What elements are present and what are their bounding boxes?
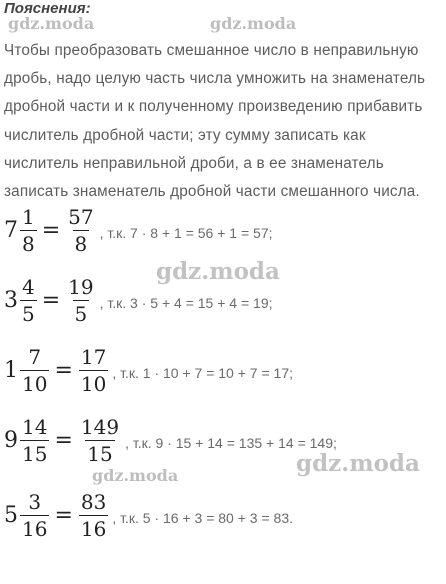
calculation-note: , т.к. 9 · 15 + 14 = 135 + 14 = 149; [125, 434, 337, 451]
equals-sign: = [41, 218, 61, 243]
watermark-top-center: gdz.moda [210, 14, 297, 33]
example-row [4, 490, 293, 541]
watermark-bottom-left: gdz.moda [92, 466, 179, 485]
fraction-numerator: 17 [80, 345, 107, 369]
watermark-top-left: gdz.moda [8, 14, 95, 33]
mixed-fraction [20, 490, 49, 541]
fraction-numerator: 83 [80, 490, 107, 514]
improper-fraction [79, 490, 108, 541]
equals-sign: = [41, 288, 61, 313]
equals-sign: = [54, 503, 73, 528]
calculation-note: , т.к. 1 · 10 + 7 = 10 + 7 = 17; [112, 364, 294, 381]
mixed-whole: 7 [4, 218, 18, 243]
explanations-heading: Пояснения: [4, 0, 91, 17]
fraction-denominator: 16 [22, 517, 48, 541]
mixed-whole: 1 [4, 358, 18, 383]
calculation-note: , т.к. 5 · 16 + 3 = 80 + 3 = 83. [112, 509, 294, 526]
watermark-middle: gdz.moda [156, 258, 280, 285]
fraction-numerator: 14 [22, 415, 48, 439]
mixed-whole: 5 [4, 503, 18, 528]
fraction-denominator: 10 [80, 372, 107, 396]
improper-fraction [79, 415, 121, 466]
mixed-whole: 9 [4, 428, 18, 453]
fraction-numerator: 3 [28, 490, 42, 514]
fraction-numerator: 57 [68, 205, 94, 229]
fraction-denominator: 16 [80, 517, 107, 541]
mixed-fraction [20, 415, 49, 466]
example-row [4, 415, 337, 466]
fraction-numerator: 19 [68, 275, 94, 299]
explanation-text: Чтобы преобразовать смешанное число в неправильную дробь, надо целую часть числа умножить на знаменатель дробной части и к полученному произведению прибавить числитель дробной части; эту сумму записать как числитель неправильной дроби, а в ее знаменатель записать знаменатель дробной части смешанного числа. [4, 42, 426, 201]
fraction-denominator: 15 [22, 442, 48, 466]
mixed-fraction [20, 205, 37, 256]
mixed-fraction [20, 275, 37, 326]
fraction-numerator: 4 [22, 275, 35, 299]
fraction-denominator: 10 [22, 372, 48, 396]
example-row [4, 275, 273, 326]
fraction-denominator: 8 [22, 232, 35, 256]
fraction-denominator: 8 [74, 232, 88, 256]
equals-sign: = [54, 358, 73, 383]
fraction-numerator: 149 [80, 415, 120, 439]
fraction-denominator: 15 [87, 442, 113, 466]
calculation-note: , т.к. 3 · 5 + 4 = 15 + 4 = 19; [99, 294, 273, 311]
improper-fraction [66, 205, 95, 256]
fraction-denominator: 5 [22, 302, 35, 326]
fraction-denominator: 5 [74, 302, 88, 326]
fraction-numerator: 7 [28, 345, 42, 369]
mixed-fraction [20, 345, 49, 396]
mixed-whole: 3 [4, 288, 18, 313]
fraction-numerator: 1 [22, 205, 35, 229]
improper-fraction [66, 275, 95, 326]
example-row [4, 345, 293, 396]
equals-sign: = [54, 428, 73, 453]
improper-fraction [79, 345, 108, 396]
watermark-bottom-right: gdz.moda [296, 450, 420, 477]
example-row [4, 205, 273, 256]
calculation-note: , т.к. 7 · 8 + 1 = 56 + 1 = 57; [99, 224, 273, 241]
